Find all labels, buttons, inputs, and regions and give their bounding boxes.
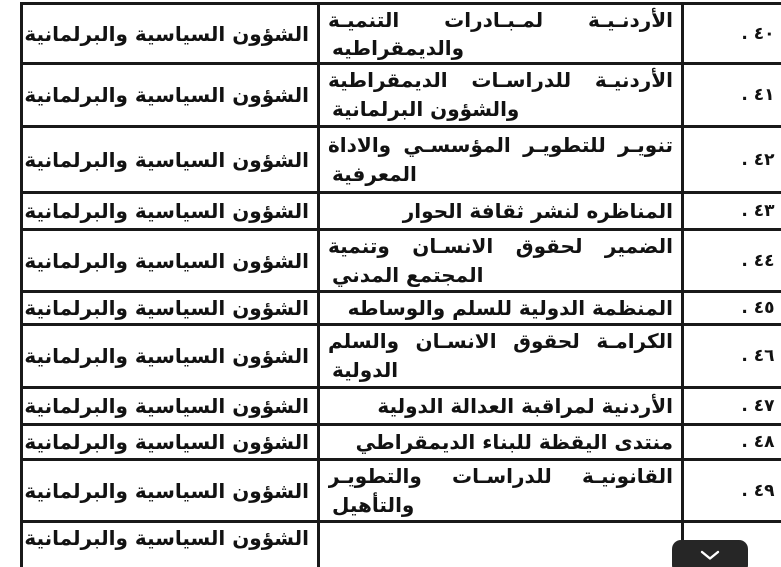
org-name-cell bbox=[319, 292, 683, 325]
row-number-cell bbox=[683, 292, 781, 325]
table-row bbox=[22, 64, 781, 127]
org-name-cell bbox=[319, 4, 683, 64]
category-cell bbox=[22, 127, 319, 193]
org-name-cell bbox=[319, 388, 683, 425]
org-name-line: المنظمة الدولية للسلم والوساطه bbox=[347, 295, 673, 320]
org-name-line: والتأهيل bbox=[332, 492, 415, 517]
category-text: الشؤون السياسية والبرلمانية bbox=[24, 478, 309, 503]
org-name-line: الأردنـيـة لمـبـادرات التنميـة bbox=[328, 7, 673, 32]
org-name-cell bbox=[319, 193, 683, 230]
category-text: الشؤون السياسية والبرلمانية bbox=[24, 199, 309, 223]
org-name-line: الضمير لحقوق الانسـان وتنمية bbox=[328, 233, 673, 258]
table-row bbox=[22, 425, 781, 460]
row-number-cell bbox=[683, 127, 781, 193]
category-text: الشؤون السياسية والبرلمانية bbox=[24, 344, 309, 368]
org-name-line: المجتمع المدني bbox=[332, 262, 484, 287]
org-name-line: والشؤون البرلمانية bbox=[332, 97, 520, 121]
table-row bbox=[22, 4, 781, 64]
category-text: الشؤون السياسية والبرلمانية bbox=[24, 147, 309, 172]
category-cell bbox=[22, 325, 319, 388]
category-cell bbox=[22, 460, 319, 522]
org-name-line: والديمقراطيه bbox=[332, 35, 465, 60]
row-number-text: ٤٩ . bbox=[741, 480, 775, 501]
table-row bbox=[22, 292, 781, 325]
category-cell bbox=[22, 388, 319, 425]
row-number-text: ٤٥ . bbox=[741, 298, 775, 318]
category-text: الشؤون السياسية والبرلمانية bbox=[24, 526, 309, 550]
table-row bbox=[22, 193, 781, 230]
row-number-text: ٤٠ . bbox=[741, 23, 775, 44]
org-name-cell bbox=[319, 230, 683, 292]
org-name-cell bbox=[319, 425, 683, 460]
row-number-text: ٤٧ . bbox=[741, 396, 775, 416]
category-text: الشؤون السياسية والبرلمانية bbox=[24, 394, 309, 418]
row-number-cell bbox=[683, 425, 781, 460]
org-name-line: الدولية bbox=[332, 358, 399, 382]
row-number-text: ٤٦ . bbox=[741, 346, 775, 366]
category-cell bbox=[22, 292, 319, 325]
row-number-cell bbox=[683, 64, 781, 127]
category-text: الشؤون السياسية والبرلمانية bbox=[24, 83, 309, 107]
chevron-down-icon bbox=[700, 549, 720, 564]
row-number-cell bbox=[683, 193, 781, 230]
table-row bbox=[22, 522, 781, 567]
table-row bbox=[22, 388, 781, 425]
org-name-line: الأردنيـة للدراسـات الديمقراطية bbox=[328, 68, 673, 92]
row-number-text: ٤٢ . bbox=[741, 149, 775, 170]
category-text: الشؤون السياسية والبرلمانية bbox=[24, 21, 309, 46]
row-number-cell bbox=[683, 325, 781, 388]
table-row bbox=[22, 127, 781, 193]
table-body bbox=[22, 4, 781, 567]
table-row bbox=[22, 460, 781, 522]
org-name-line: القانونيـة للدراسـات والتطويـر bbox=[328, 463, 673, 488]
category-cell bbox=[22, 522, 319, 567]
row-number-cell bbox=[683, 460, 781, 522]
row-number-cell bbox=[683, 388, 781, 425]
category-cell bbox=[22, 193, 319, 230]
org-name-cell bbox=[319, 325, 683, 388]
org-name-line: المعرفية bbox=[332, 161, 417, 186]
row-number-text: ٤٨ . bbox=[741, 432, 775, 452]
row-number-cell bbox=[683, 4, 781, 64]
table-row bbox=[22, 230, 781, 292]
scroll-down-button[interactable] bbox=[672, 540, 748, 567]
category-text: الشؤون السياسية والبرلمانية bbox=[24, 296, 309, 320]
org-name-line: منتدى اليقظة للبناء الديمقراطي bbox=[355, 429, 673, 454]
table-row bbox=[22, 325, 781, 388]
category-cell bbox=[22, 64, 319, 127]
row-number-text: ٤٤ . bbox=[741, 250, 775, 271]
category-cell bbox=[22, 4, 319, 64]
org-name-cell bbox=[319, 64, 683, 127]
org-name-line: الكرامـة لحقوق الانسـان والسلم bbox=[328, 329, 673, 353]
category-text: الشؤون السياسية والبرلمانية bbox=[24, 430, 309, 454]
org-name-cell bbox=[319, 460, 683, 522]
row-number-text: ٤٣ . bbox=[741, 201, 775, 221]
row-number-cell bbox=[683, 230, 781, 292]
org-name-line: الأردنية لمراقبة العدالة الدولية bbox=[377, 393, 673, 418]
org-name-line: تنويـر للتطويـر المؤسسـي والاداة bbox=[328, 132, 673, 157]
category-cell bbox=[22, 230, 319, 292]
ngo-table bbox=[20, 2, 781, 567]
category-cell bbox=[22, 425, 319, 460]
org-name-line: المناظره لنشر ثقافة الحوار bbox=[402, 198, 673, 223]
org-name-cell bbox=[319, 522, 683, 567]
org-name-cell bbox=[319, 127, 683, 193]
row-number-text: ٤١ . bbox=[741, 85, 775, 105]
category-text: الشؤون السياسية والبرلمانية bbox=[24, 248, 309, 273]
